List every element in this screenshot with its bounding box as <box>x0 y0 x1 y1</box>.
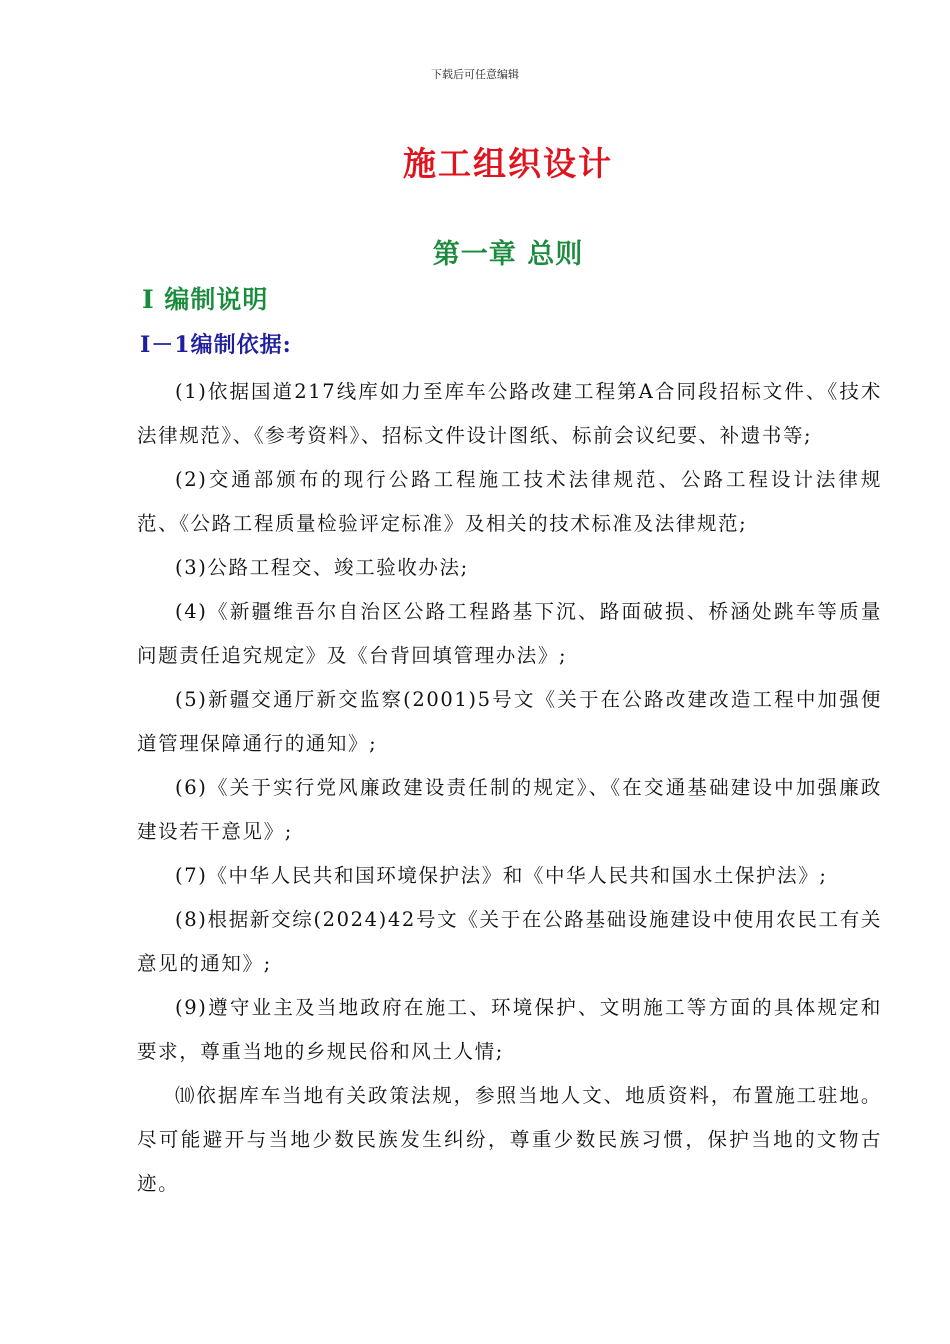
paragraph: (2)交通部颁布的现行公路工程施工技术法律规范、公路工程设计法律规范、《公路工程质量检验评定标准》及相关的技术标准及法律规范; <box>137 468 882 535</box>
paragraph: (4)《新疆维吾尔自治区公路工程路基下沉、路面破损、桥涵处跳车等质量问题责任追究规定》及《台背回填管理办法》; <box>137 600 882 667</box>
paragraph: ⑽依据库车当地有关政策法规，参照当地人文、地质资料，布置施工驻地。尽可能避开与当地少数民族发生纠纷，尊重少数民族习惯，保护当地的文物古迹。 <box>137 1084 882 1195</box>
header-note: 下载后可任意编辑 <box>431 68 519 81</box>
paragraph: (5)新疆交通厅新交监察(2001)5号文《关于在公路改建改造工程中加强便道管理保障通行的通知》; <box>137 688 882 755</box>
paragraph: (8)根据新交综(2024)42号文《关于在公路基础设施建设中使用农民工有关意见的通知》; <box>137 908 882 975</box>
section-title: Ⅰ 编制说明 <box>142 285 269 314</box>
document-title: 施工组织设计 <box>403 144 613 183</box>
body-text <box>137 370 882 1206</box>
paragraph: (9)遵守业主及当地政府在施工、环境保护、文明施工等方面的具体规定和要求，尊重当地的乡规民俗和风土人情; <box>137 996 882 1063</box>
paragraph: (3)公路工程交、竣工验收办法; <box>175 556 469 579</box>
chapter-title: 第一章 总则 <box>432 239 584 270</box>
paragraph: (7)《中华人民共和国环境保护法》和《中华人民共和国水土保护法》; <box>175 864 828 887</box>
paragraph: (1)依据国道217线库如力至库车公路改建工程第A合同段招标文件、《技术法律规范》、《参考资料》、招标文件设计图纸、标前会议纪要、补遗书等; <box>137 380 882 447</box>
subsection-title: Ⅰ－1编制依据: <box>140 332 292 358</box>
paragraph: (6)《关于实行党风廉政建设责任制的规定》、《在交通基础建设中加强廉政建设若干意见》; <box>137 776 882 843</box>
